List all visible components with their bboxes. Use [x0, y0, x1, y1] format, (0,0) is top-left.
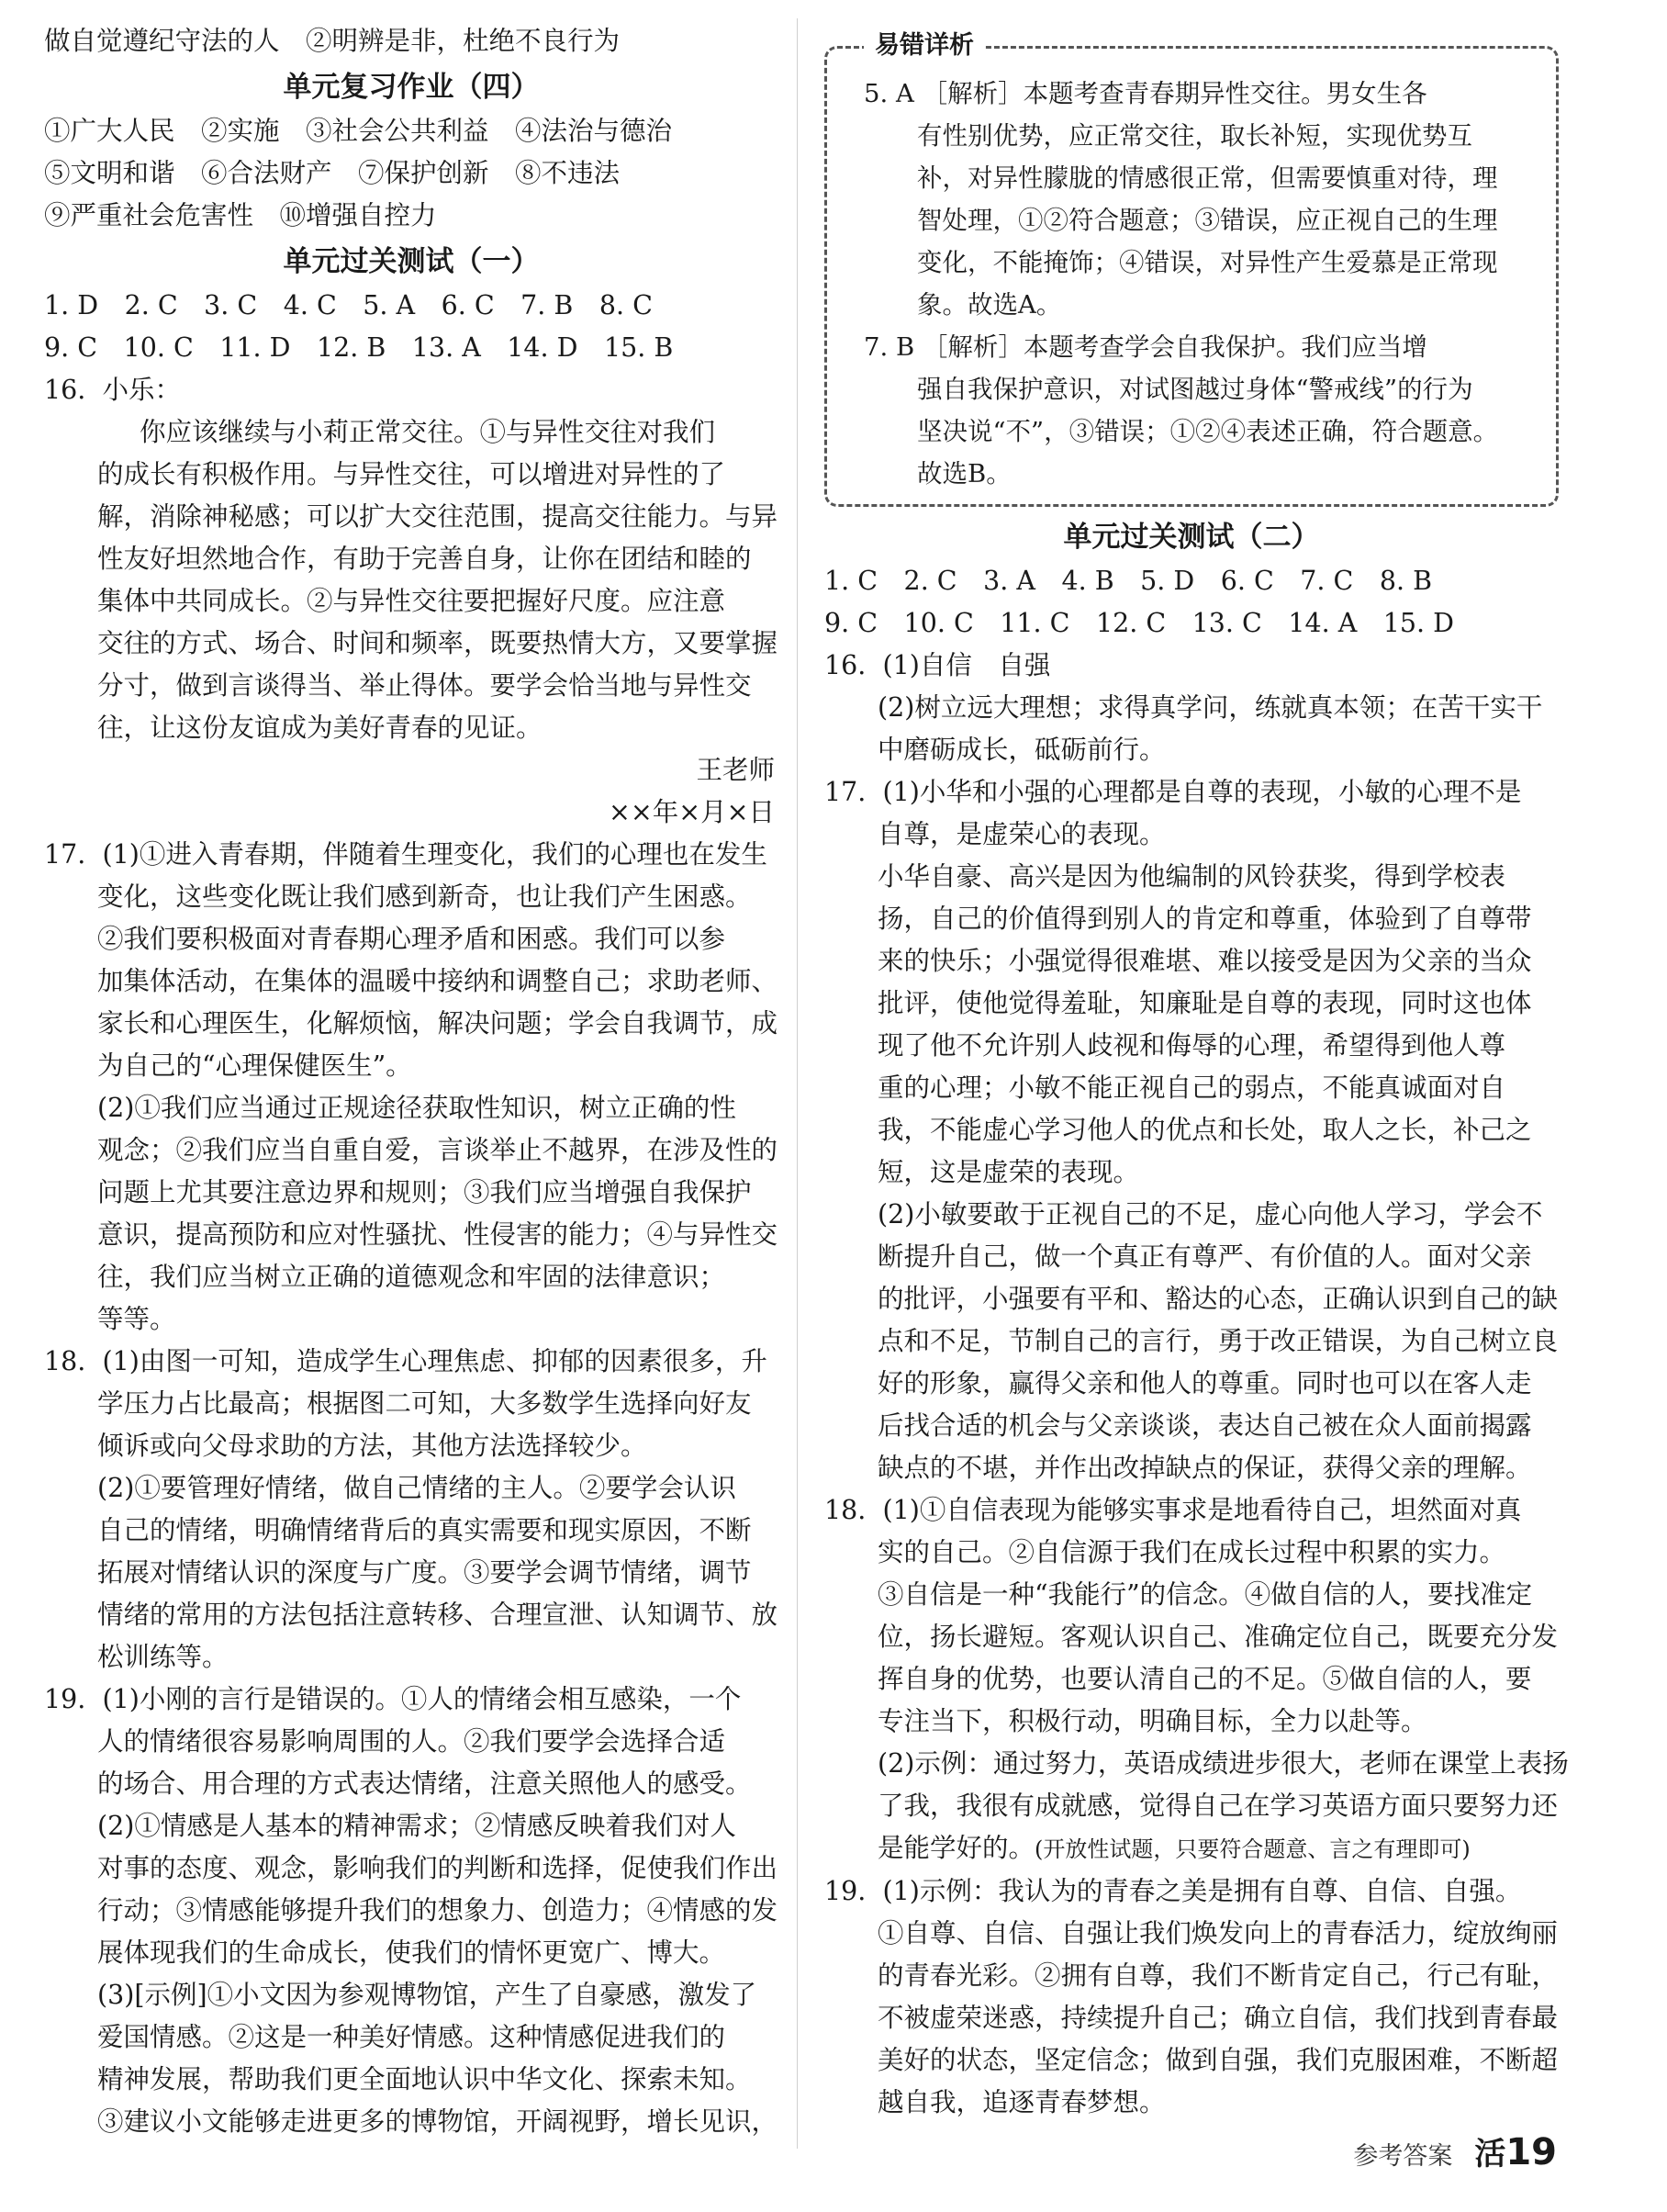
letter-line: 你应该继续与小莉正常交往。①与异性交往对我们: [140, 417, 716, 447]
letter-line: 解，消除神秘感；可以扩大交往范围，提高交往能力。与异: [97, 501, 778, 532]
letter-signature: 王老师: [696, 755, 775, 785]
answer-line: 扬，自己的价值得到别人的肯定和尊重，体验到了自尊带: [878, 904, 1532, 934]
answer-line: 断提升自己，做一个真正有尊严、有价值的人。面对父亲: [878, 1241, 1532, 1272]
question-19: [44, 1679, 778, 2143]
answer-line: 自尊，是虚荣心的表现。: [878, 819, 1166, 849]
error-analysis-box: [824, 31, 1559, 507]
choice-answers: 9. C 10. C 11. D 12. B 13. A 14. D 15. B: [44, 332, 674, 363]
answer-line: 展体现我们的生命成长，使我们的情怀更宽广、博大。: [97, 1937, 726, 1968]
answer-line: (1)小华和小强的心理都是自尊的表现，小敏的心理不是: [882, 777, 1522, 807]
answer-line: 松训练等。: [97, 1642, 229, 1672]
question-16: [44, 369, 778, 834]
question-18: [44, 1341, 778, 1679]
right-column: [824, 20, 1569, 2124]
question-18: [824, 1489, 1569, 1870]
answer-line: 位，扬长避短。客观认识自己、准确定位自己，既要充分发: [878, 1622, 1559, 1652]
answer-line: ②我们要积极面对青春期心理矛盾和困惑。我们可以参: [97, 924, 726, 954]
answer-line: 重的心理；小敏不能正视自己的弱点，不能真诚面对自: [878, 1072, 1506, 1103]
answer-line: [824, 1827, 1559, 1870]
answer-line: (1)①自信表现为能够实事求是地看待自己，坦然面对真: [882, 1495, 1522, 1525]
choice-answers: 9. C 10. C 11. C 12. C 13. C 14. A 15. D: [824, 608, 1455, 638]
choice-answers: 1. D 2. C 3. C 4. C 5. A 6. C 7. B 8. C: [44, 290, 653, 320]
letter-date: ××年×月×日: [608, 797, 775, 827]
analysis-line: 象。故选A。: [917, 290, 1062, 320]
question-number: 19.: [44, 1684, 86, 1714]
answer-line: 为自己的“心理保健医生”。: [97, 1050, 412, 1081]
answer-line: 的青春光彩。②拥有自尊，我们不断肯定自己，行己有耻，: [878, 1960, 1559, 1991]
answer-line: 自己的情绪，明确情绪背后的真实需要和现实原因，不断: [97, 1515, 752, 1545]
letter-line: 集体中共同成长。②与异性交往要把握好尺度。应注意: [97, 586, 726, 616]
answer-line: (1)自信 自强: [882, 650, 1051, 680]
answer-line: ③自信是一种“我能行”的信念。④做自信的人，要找准定: [878, 1579, 1533, 1610]
answer-line: 来的快乐；小强觉得很难堪、难以接受是因为父亲的当众: [878, 946, 1532, 976]
page-number: 19: [1505, 2131, 1557, 2173]
analysis-line: 7. B ［解析］本题考查学会自我保护。我们应当增: [864, 332, 1427, 362]
letter-line: 分寸，做到言谈得当、举止得体。要学会恰当地与异性交: [97, 670, 752, 701]
answer-line: 批评，使他觉得羞耻，知廉耻是自尊的表现，同时这也体: [878, 988, 1532, 1018]
answer-line: 现了他不允许别人歧视和侮辱的心理，希望得到他人尊: [878, 1030, 1506, 1061]
choice-answers: 1. C 2. C 3. A 4. B 5. D 6. C 7. C 8. B: [824, 566, 1433, 596]
answer-line: (1)①进入青春期，伴随着生理变化，我们的心理也在发生: [102, 839, 767, 870]
question-19: [824, 1870, 1559, 2124]
answer-line: 了我，我很有成就感，觉得自己在学习英语方面只要努力还: [878, 1791, 1559, 1821]
analysis-line: 智处理，①②符合题意；③错误，应正视自己的生理: [917, 206, 1498, 235]
answer-line: 越自我，追逐青春梦想。: [878, 2087, 1166, 2117]
answer-line: (2)树立远大理想；求得真学问，练就真本领；在苦干实干: [878, 692, 1543, 723]
answer-line: 挥自身的优势，也要认清自己的不足。⑤做自信的人，要: [878, 1664, 1532, 1694]
analysis-line: 强自我保护意识，对试图越过身体“警戒线”的行为: [917, 375, 1473, 404]
analysis-line: 补，对异性朦胧的情感很正常，但需要慎重对待，理: [917, 163, 1498, 193]
answer-line: 短，这是虚荣的表现。: [878, 1157, 1140, 1187]
answer-line: (2)小敏要敢于正视自己的不足，虚心向他人学习，学会不: [878, 1199, 1543, 1230]
analysis-line: 故选B。: [917, 459, 1012, 488]
column-divider: [797, 18, 798, 2149]
answer-line: 美好的状态，坚定信念；做到自强，我们克服困难，不断超: [878, 2045, 1559, 2075]
answer-line: (3)[示例]①小文因为参观博物馆，产生了自豪感，激发了: [97, 1980, 757, 2010]
answer-line: 的场合、用合理的方式表达情绪，注意关照他人的感受。: [97, 1768, 752, 1799]
question-number: 18.: [824, 1495, 867, 1525]
question-number: 19.: [824, 1876, 867, 1906]
answer-line: 行动；③情感能够提升我们的想象力、创造力；④情感的发: [97, 1895, 778, 1926]
answer-line: 精神发展，帮助我们更全面地认识中华文化、探索未知。: [97, 2064, 752, 2094]
letter-line: 性友好坦然地合作，有助于完善自身，让你在团结和睦的: [97, 544, 752, 574]
answer-line: (1)示例：我认为的青春之美是拥有自尊、自信、自强。: [882, 1876, 1522, 1906]
question-16: [824, 645, 1559, 771]
answer-line: ①广大人民 ②实施 ③社会公共利益 ④法治与德治: [44, 116, 673, 146]
answer-line: 加集体活动，在集体的温暖中接纳和调整自己；求助老师、: [97, 966, 778, 996]
answer-line: 变化，这些变化既让我们感到新奇，也让我们产生困惑。: [97, 881, 752, 912]
answer-line: 好的形象，赢得父亲和他人的尊重。同时也可以在客人走: [878, 1368, 1532, 1398]
question-number: 16.: [44, 375, 86, 405]
answer-line: 后找合适的机会与父亲谈谈，表达自己被在众人面前揭露: [878, 1410, 1532, 1441]
question-number: 17.: [44, 839, 86, 870]
answer-line: 意识，提高预防和应对性骚扰、性侵害的能力；④与异性交: [97, 1219, 778, 1250]
answer-line: 倾诉或向父母求助的方法，其他方法选择较少。: [97, 1431, 647, 1461]
analysis-line: 坚决说“不”，③错误；①②④表述正确，符合题意。: [917, 417, 1499, 446]
question-17: [44, 834, 778, 1341]
analysis-line: 变化，不能掩饰；④错误，对异性产生爱慕是正常现: [917, 248, 1498, 277]
answer-line: ③建议小文能够走进更多的博物馆，开阔视野，增长见识，: [97, 2106, 778, 2137]
answer-line: 观念；②我们应当自重自爱，言谈举止不越界，在涉及性的: [97, 1135, 778, 1165]
answer-line: (2)①要管理好情绪，做自己情绪的主人。②要学会认识: [97, 1473, 736, 1503]
left-column: [44, 20, 778, 2143]
top-line: 做自觉遵纪守法的人 ②明辨是非，杜绝不良行为: [44, 26, 621, 56]
analysis-line: 5. A ［解析］本题考查青春期异性交往。男女生各: [864, 79, 1427, 108]
answer-line: 我，不能虚心学习他人的优点和长处，取人之长，补己之: [878, 1115, 1532, 1145]
answer-line: (2)①情感是人基本的精神需求；②情感反映着我们对人: [97, 1811, 736, 1841]
letter-line: 往，让这份友谊成为美好青春的见证。: [97, 713, 543, 743]
answer-line: 等等。: [97, 1304, 176, 1334]
review-4-answers: [44, 110, 778, 237]
answer-line: 专注当下，积极行动，明确目标，全力以赴等。: [878, 1706, 1427, 1736]
answer-line: 拓展对情绪认识的深度与广度。③要学会调节情绪，调节: [97, 1557, 752, 1588]
grading-note: (开放性试题，只要符合题意、言之有理即可): [1035, 1836, 1471, 1862]
answer-line: ⑤文明和谐 ⑥合法财产 ⑦保护创新 ⑧不违法: [44, 158, 621, 188]
answer-line: 往，我们应当树立正确的道德观念和牢固的法律意识；: [97, 1262, 726, 1292]
section-title-test-1: 单元过关测试（一）: [283, 245, 540, 278]
answer-line: 家长和心理医生，化解烦恼，解决问题；学会自我调节，成: [97, 1008, 778, 1039]
letter-greeting: 小乐：: [102, 375, 181, 405]
answer-line: ⑨严重社会危害性 ⑩增强自控力: [44, 200, 437, 230]
answer-line: 爱国情感。②这是一种美好情感。这种情感促进我们的: [97, 2022, 726, 2052]
question-number: 16.: [824, 650, 867, 680]
answer-line: 实的自己。②自信源于我们在成长过程中积累的实力。: [878, 1537, 1506, 1567]
answer-line: 情绪的常用的方法包括注意转移、合理宣泄、认知调节、放: [97, 1600, 778, 1630]
page-footer: [1353, 2128, 1557, 2173]
analysis-line: 有性别优势，应正常交往，取长补短，实现优势互: [917, 121, 1472, 151]
answer-line: (1)由图一可知，造成学生心理焦虑、抑郁的因素很多，升: [102, 1346, 767, 1376]
answer-line: 学压力占比最高；根据图二可知，大多数学生选择向好友: [97, 1388, 752, 1419]
question-number: 18.: [44, 1346, 86, 1376]
section-title-review-4: 单元复习作业（四）: [283, 71, 540, 104]
footer-brand: 活: [1474, 2136, 1506, 2173]
answer-line: 人的情绪很容易影响周围的人。②我们要学会选择合适: [97, 1726, 726, 1757]
answer-line: 小华自豪、高兴是因为他编制的风铃获奖，得到学校表: [878, 861, 1506, 892]
question-number: 17.: [824, 777, 867, 807]
letter-line: 交往的方式、场合、时间和频率，既要热情大方，又要掌握: [97, 628, 778, 658]
footer-label: 参考答案: [1353, 2142, 1453, 2171]
letter-line: 的成长有积极作用。与异性交往，可以增进对异性的了: [97, 459, 726, 489]
answer-line: 缺点的不堪，并作出改掉缺点的保证，获得父亲的理解。: [878, 1453, 1532, 1483]
section-title-test-2: 单元过关测试（二）: [1063, 521, 1320, 554]
answer-line: 不被虚荣迷惑，持续提升自己；确立自信，我们找到青春最: [878, 2003, 1559, 2033]
answer-line: 对事的态度、观念，影响我们的判断和选择，促使我们作出: [97, 1853, 778, 1883]
answer-line: ①自尊、自信、自强让我们焕发向上的青春活力，绽放绚丽: [878, 1918, 1559, 1948]
error-analysis-title: 易错详析: [864, 30, 985, 62]
answer-line: (1)小刚的言行是错误的。①人的情绪会相互感染，一个: [102, 1684, 742, 1714]
answer-line: 中磨砺成长，砥砺前行。: [878, 735, 1166, 765]
answer-line: (2)示例：通过努力，英语成绩进步很大，老师在课堂上表扬: [878, 1748, 1569, 1779]
question-17: [824, 771, 1559, 1489]
answer-line: 问题上尤其要注意边界和规则；③我们应当增强自我保护: [97, 1177, 752, 1207]
answer-text: 是能学好的。: [878, 1833, 1035, 1863]
answer-line: (2)①我们应当通过正规途径获取性知识，树立正确的性: [97, 1093, 736, 1123]
answer-line: 的批评，小强要有平和、豁达的心态，正确认识到自己的缺: [878, 1284, 1559, 1314]
answer-line: 点和不足，节制自己的言行，勇于改正错误，为自己树立良: [878, 1326, 1559, 1356]
page-number-group: [1474, 2128, 1557, 2173]
